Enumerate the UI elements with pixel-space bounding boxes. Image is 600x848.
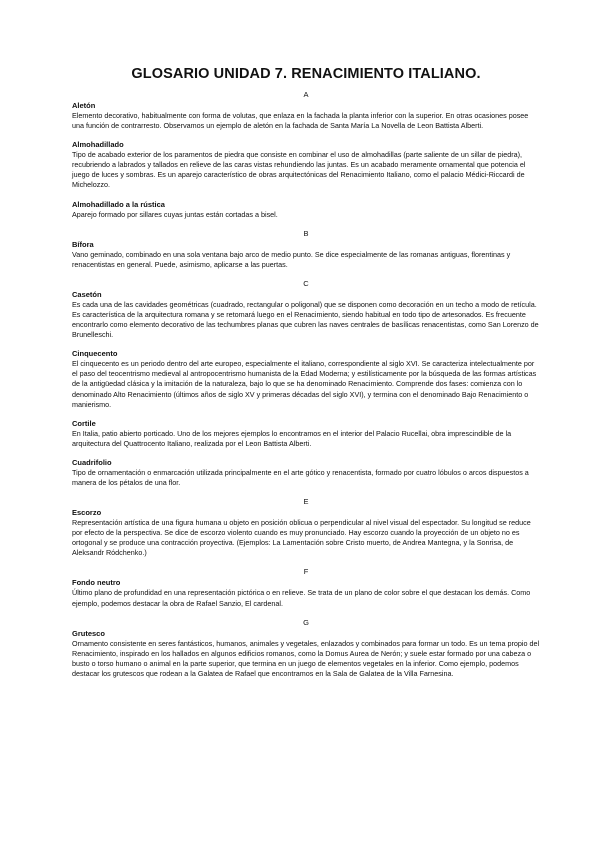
entry-definition: Representación artística de una figura humana u objeto en posición oblicua o perpendicular al nivel visual del espectador. Su longitud se reduce por efecto de la perspectiva. Se dice de escorzo violento cuando es muy pronunciado. Hay escorzo cuando la proyección de un objeto no es ortogonal y se produce una contracción proyectiva. (Ejemplos: La Lamentación sobre Cristo muerto, de Andrea Mantegna, y la Sonrisa, de Aleksandr Ródchenko.) [72,518,531,558]
glossary-entry [72,508,540,558]
entry-term: Cortile [72,418,96,428]
entry-term: Almohadillado [72,140,124,150]
entry-definition: En Italia, patio abierto porticado. Uno de los mejores ejemplos lo encontramos en el interior del Palacio Rucellai, obra imprescindible de la arquitectura del Quattrocento Italiano, realizada por el Leon Battista Alberti. [72,428,512,448]
entry-term: Escorzo [72,508,102,518]
glossary-section-c [72,279,540,488]
entry-term: Casetón [72,289,102,299]
glossary-entry [72,101,540,131]
entry-definition: Tipo de ornamentación o enmarcación utilizada principalmente en el arte gótico y renacentista, formado por cuatro lóbulos o arcos dispuestos a manera de los pétalos de una flor. [72,467,529,487]
entry-term: Fondo neutro [72,578,121,588]
entry-term: Grutesco [72,628,105,638]
glossary-entry [72,140,540,190]
glossary [72,90,540,679]
glossary-section-b [72,229,540,270]
entry-definition: Vano geminado, combinado en una sola ventana bajo arco de medio punto. Se dice especialmente de las romanas antiguas, florentinas y renacentistas en general. Puede, asimismo, aplicarse a las puertas. [72,249,511,269]
glossary-entry [72,349,540,409]
section-letter: F [303,567,309,577]
section-letter: G [303,617,309,627]
glossary-section-g [72,618,540,679]
entry-definition: Tipo de acabado exterior de los paramentos de piedra que consiste en combinar el uso de almohadillas (parte saliente de un sillar de piedra), recubriendo a labrados y tallados en relieve de las caras vistas rehundiendo las juntas. Es un acabado meramente ornamental que potencia el juego de luces y sombras. Es un aparejo característico de obras arquitectónicas del Renacimiento Italiano, como el palacio Médici-Riccardi de Michelozzo. [72,150,526,190]
entry-definition: El cinquecento es un periodo dentro del arte europeo, especialmente el italiano, correspondiente al siglo XVI. Se caracteriza intelectualmente por el paso del teocentrismo medieval al antropocentrismo humanista de la Edad Moderna; y estilísticamente por la búsqueda de las formas artísticas de la antigüedad clásica y la imitación de la naturaleza, bajo lo que se ha denominado Renacimiento. Comprende dos fases: comienza con lo denominado Alto Renacimiento (últimos años de siglo XV y primeras décadas del siglo XVI), y termina con el denominado Bajo Renacimiento o manierismo. [72,359,537,409]
entry-term: Bífora [72,239,94,249]
document-title: GLOSARIO UNIDAD 7. RENACIMIENTO ITALIANO. [131,66,481,82]
section-letter: C [303,278,309,288]
glossary-entry [72,629,540,679]
glossary-section-e [72,497,540,558]
glossary-entry [72,458,540,488]
glossary-section-f [72,567,540,608]
glossary-entry [72,200,540,220]
section-letter: E [303,497,309,507]
entry-definition: Elemento decorativo, habitualmente con forma de volutas, que enlaza en la fachada la planta inferior con la superior. En otras ocasiones posee una función de contrarresto. Observamos un ejemplo de aletón en la fachada de Santa María La Novella de Leon Battista Alberti. [72,111,529,131]
glossary-entry [72,419,540,449]
entry-definition: Ornamento consistente en seres fantásticos, humanos, animales y vegetales, enlazados y combinados para formar un todo. Es un tema propio del Renacimiento, inspirado en los hallados en algunos edificios romanos, como la Domus Aurea de Nerón; y suele estar formado por una cabeza o busto o torso humano o animal en la parte superior, que termina en un juego de elementos vegetales en la inferior. Como ejemplo, podemos destacar los grutescos que rodean a la Galatea de Rafael que encontramos en la Sala de Galatea de la Villa Farnesina. [72,638,540,678]
section-letter: B [303,228,309,238]
glossary-entry [72,578,540,608]
entry-term: Aletón [72,101,96,110]
entry-definition: Aparejo formado por sillares cuyas juntas están cortadas a bisel. [72,209,278,219]
glossary-section-a [72,90,540,220]
glossary-entry [72,240,540,270]
entry-term: Almohadillado a la rústica [72,199,165,209]
entry-definition: Es cada una de las cavidades geométricas (cuadrado, rectangular o poligonal) que se disponen como decoración en un techo a modo de retícula. Es característica de la arquitectura romana y se retomará luego en el Renacimiento, siendo habitual en todo tipo de artesonados. Es frecuente encontrarlo como elemento decorativo de las techumbres planas que cubren las naves centrales de basílicas renacentistas, como San Lorenzo de Brunelleschi. [72,299,539,340]
entry-term: Cuadrifolio [72,457,112,467]
glossary-entry [72,290,540,340]
section-letter: A [303,90,309,99]
entry-term: Cinquecento [72,349,118,359]
entry-definition: Último plano de profundidad en una representación pictórica o en relieve. Se trata de un plano de color sobre el que destacan los demás. Como ejemplo, podemos destacar la obra de Rafael Sanzio, El cardenal. [72,588,531,608]
